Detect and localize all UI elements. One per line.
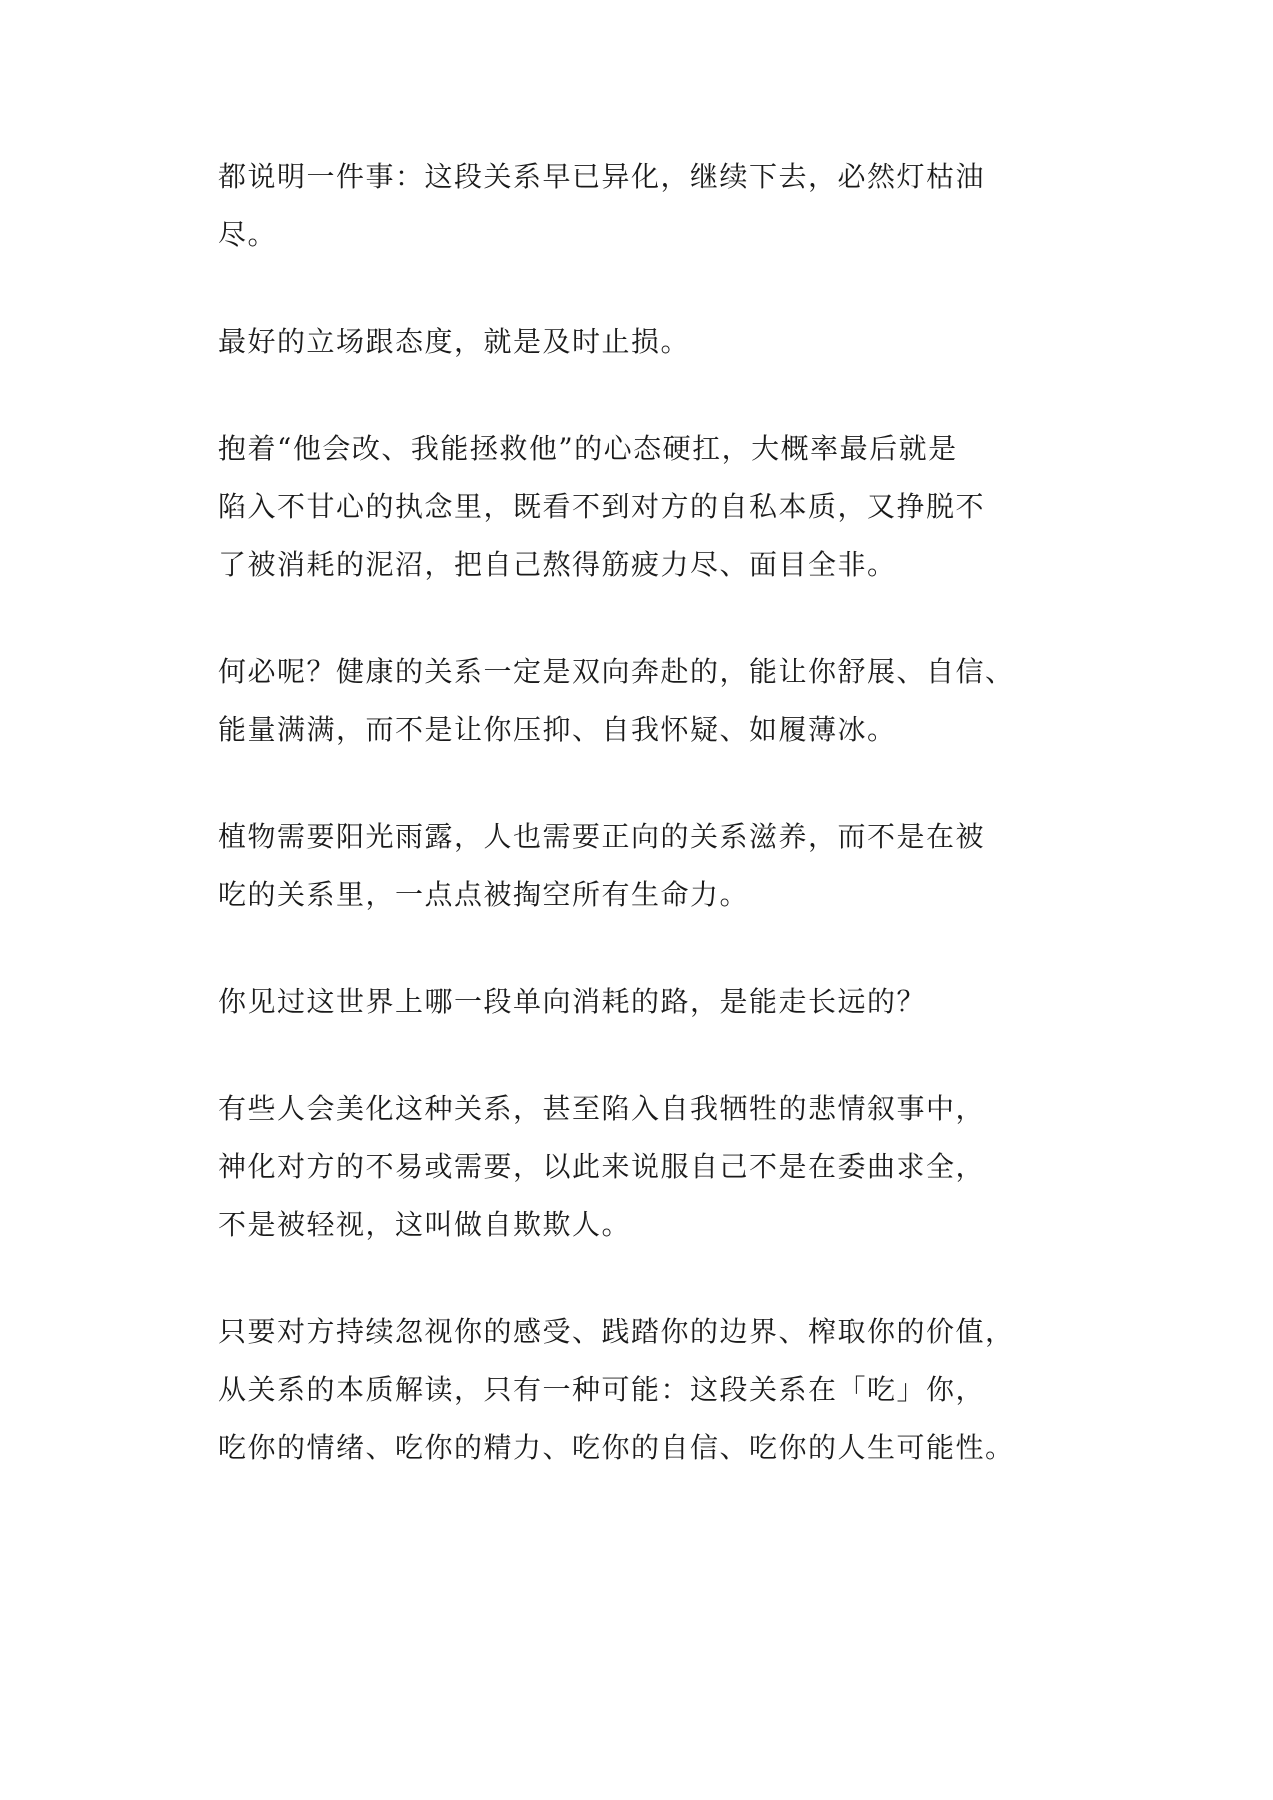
paragraph-4: 何必呢？健康的关系一定是双向奔赴的，能让你舒展、自信、 能量满满，而不是让你压抑、自我怀疑、如履薄冰。: [218, 655, 1015, 746]
paragraph-7: 有些人会美化这种关系，甚至陷入自我牺牲的悲情叙事中， 神化对方的不易或需要，以此来说服自己不是在委曲求全， 不是被轻视，这叫做自欺欺人。: [218, 1092, 986, 1241]
paragraph-5: 植物需要阳光雨露，人也需要正向的关系滋养，而不是在被 吃的关系里，一点点被掏空所有生命力。: [218, 820, 986, 911]
article-body: [218, 148, 1068, 1526]
paragraph-1: 都说明一件事：这段关系早已异化，继续下去，必然灯枯油 尽。: [218, 160, 986, 251]
paragraph-8: 只要对方持续忽视你的感受、践踏你的边界、榨取你的价值， 从关系的本质解读，只有一种可能：这段关系在「吃」你， 吃你的情绪、吃你的精力、吃你的自信、吃你的人生可能性。: [218, 1315, 1015, 1464]
paragraph-2: 最好的立场跟态度，就是及时止损。: [218, 325, 691, 358]
paragraph-6: 你见过这世界上哪一段单向消耗的路，是能走长远的？: [218, 985, 927, 1018]
paragraph-3: 抱着“他会改、我能拯救他”的心态硬扛，大概率最后就是 陷入不甘心的执念里，既看不到对方的自私本质，又挣脱不 了被消耗的泥沼，把自己熬得筋疲力尽、面目全非。: [218, 432, 986, 581]
